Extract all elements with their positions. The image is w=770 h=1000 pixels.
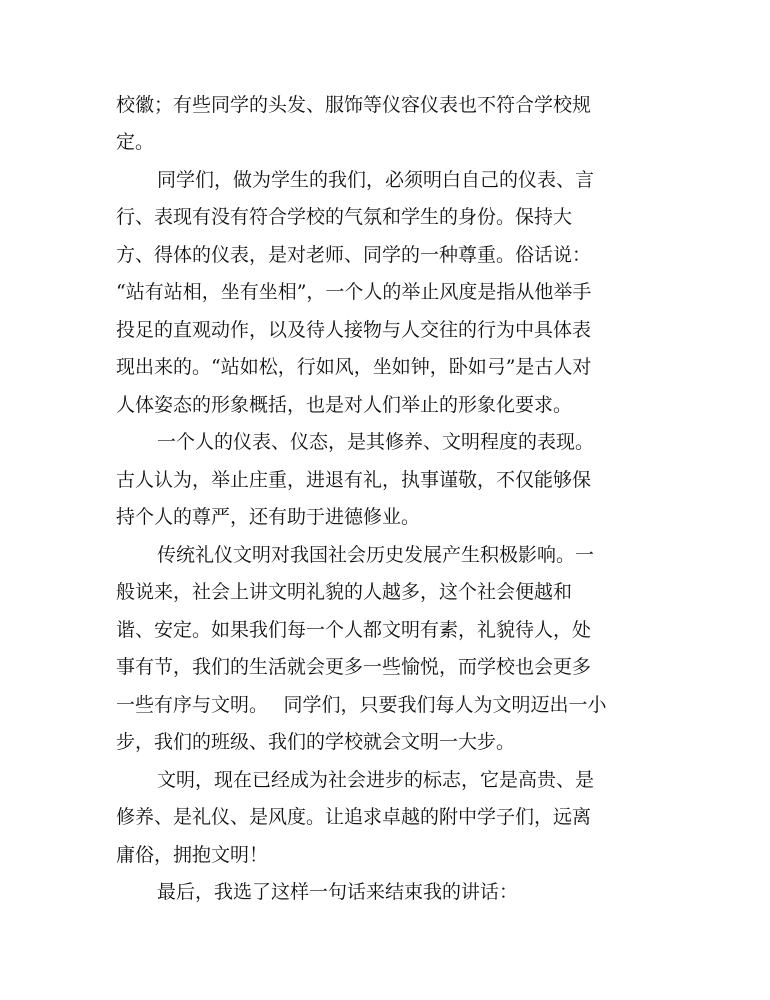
text-line: 校徽；有些同学的头发、服饰等仪容仪表也不符合学校规 <box>116 94 592 116</box>
text-line: 传统礼仪文明对我国社会历史发展产生积极影响。一 <box>157 544 595 566</box>
text-line: 文明，现在已经成为社会进步的标志，它是高贵、是 <box>157 769 595 791</box>
text-line: 行、表现有没有符合学校的气氛和学生的身份。保持大 <box>116 206 573 228</box>
text-line: 一个人的仪表、仪态，是其修养、文明程度的表现。 <box>157 431 595 453</box>
text-line: 谐、安定。如果我们每一个人都文明有素，礼貌待人，处 <box>116 619 592 641</box>
text-line: 最后，我选了这样一句话来结束我的讲话： <box>157 881 519 903</box>
text-line: “站有站相，坐有坐相”，一个人的举止风度是指从他举手 <box>116 281 592 303</box>
text-line: 古人认为，举止庄重，进退有礼，执事谨敬，不仅能够保 <box>116 469 592 491</box>
text-line: 般说来，社会上讲文明礼貌的人越多，这个社会便越和 <box>116 581 573 603</box>
text-line: 持个人的尊严，还有助于进德修业。 <box>116 506 421 528</box>
text-line: 庸俗，拥抱文明！ <box>116 844 269 866</box>
text-line: 一些有序与文明。 同学们，只要我们每人为文明迈出一小 <box>116 694 607 716</box>
text-line: 方、得体的仪表，是对老师、同学的一种尊重。俗话说： <box>116 244 592 266</box>
text-line: 事有节，我们的生活就会更多一些愉悦，而学校也会更多 <box>116 656 592 678</box>
text-line: 步，我们的班级、我们的学校就会文明一大步。 <box>116 731 516 753</box>
text-line: 修养、是礼仪、是风度。让追求卓越的附中学子们，远离 <box>116 806 592 828</box>
text-line: 定。 <box>116 131 155 153</box>
text-line: 人体姿态的形象概括，也是对人们举止的形象化要求。 <box>116 394 573 416</box>
text-line: 现出来的。“站如松，行如风，坐如钟，卧如弓”是古人对 <box>116 356 592 378</box>
text-line: 投足的直观动作，以及待人接物与人交往的行为中具体表 <box>116 319 592 341</box>
text-line: 同学们，做为学生的我们，必须明白自己的仪表、言 <box>157 169 595 191</box>
